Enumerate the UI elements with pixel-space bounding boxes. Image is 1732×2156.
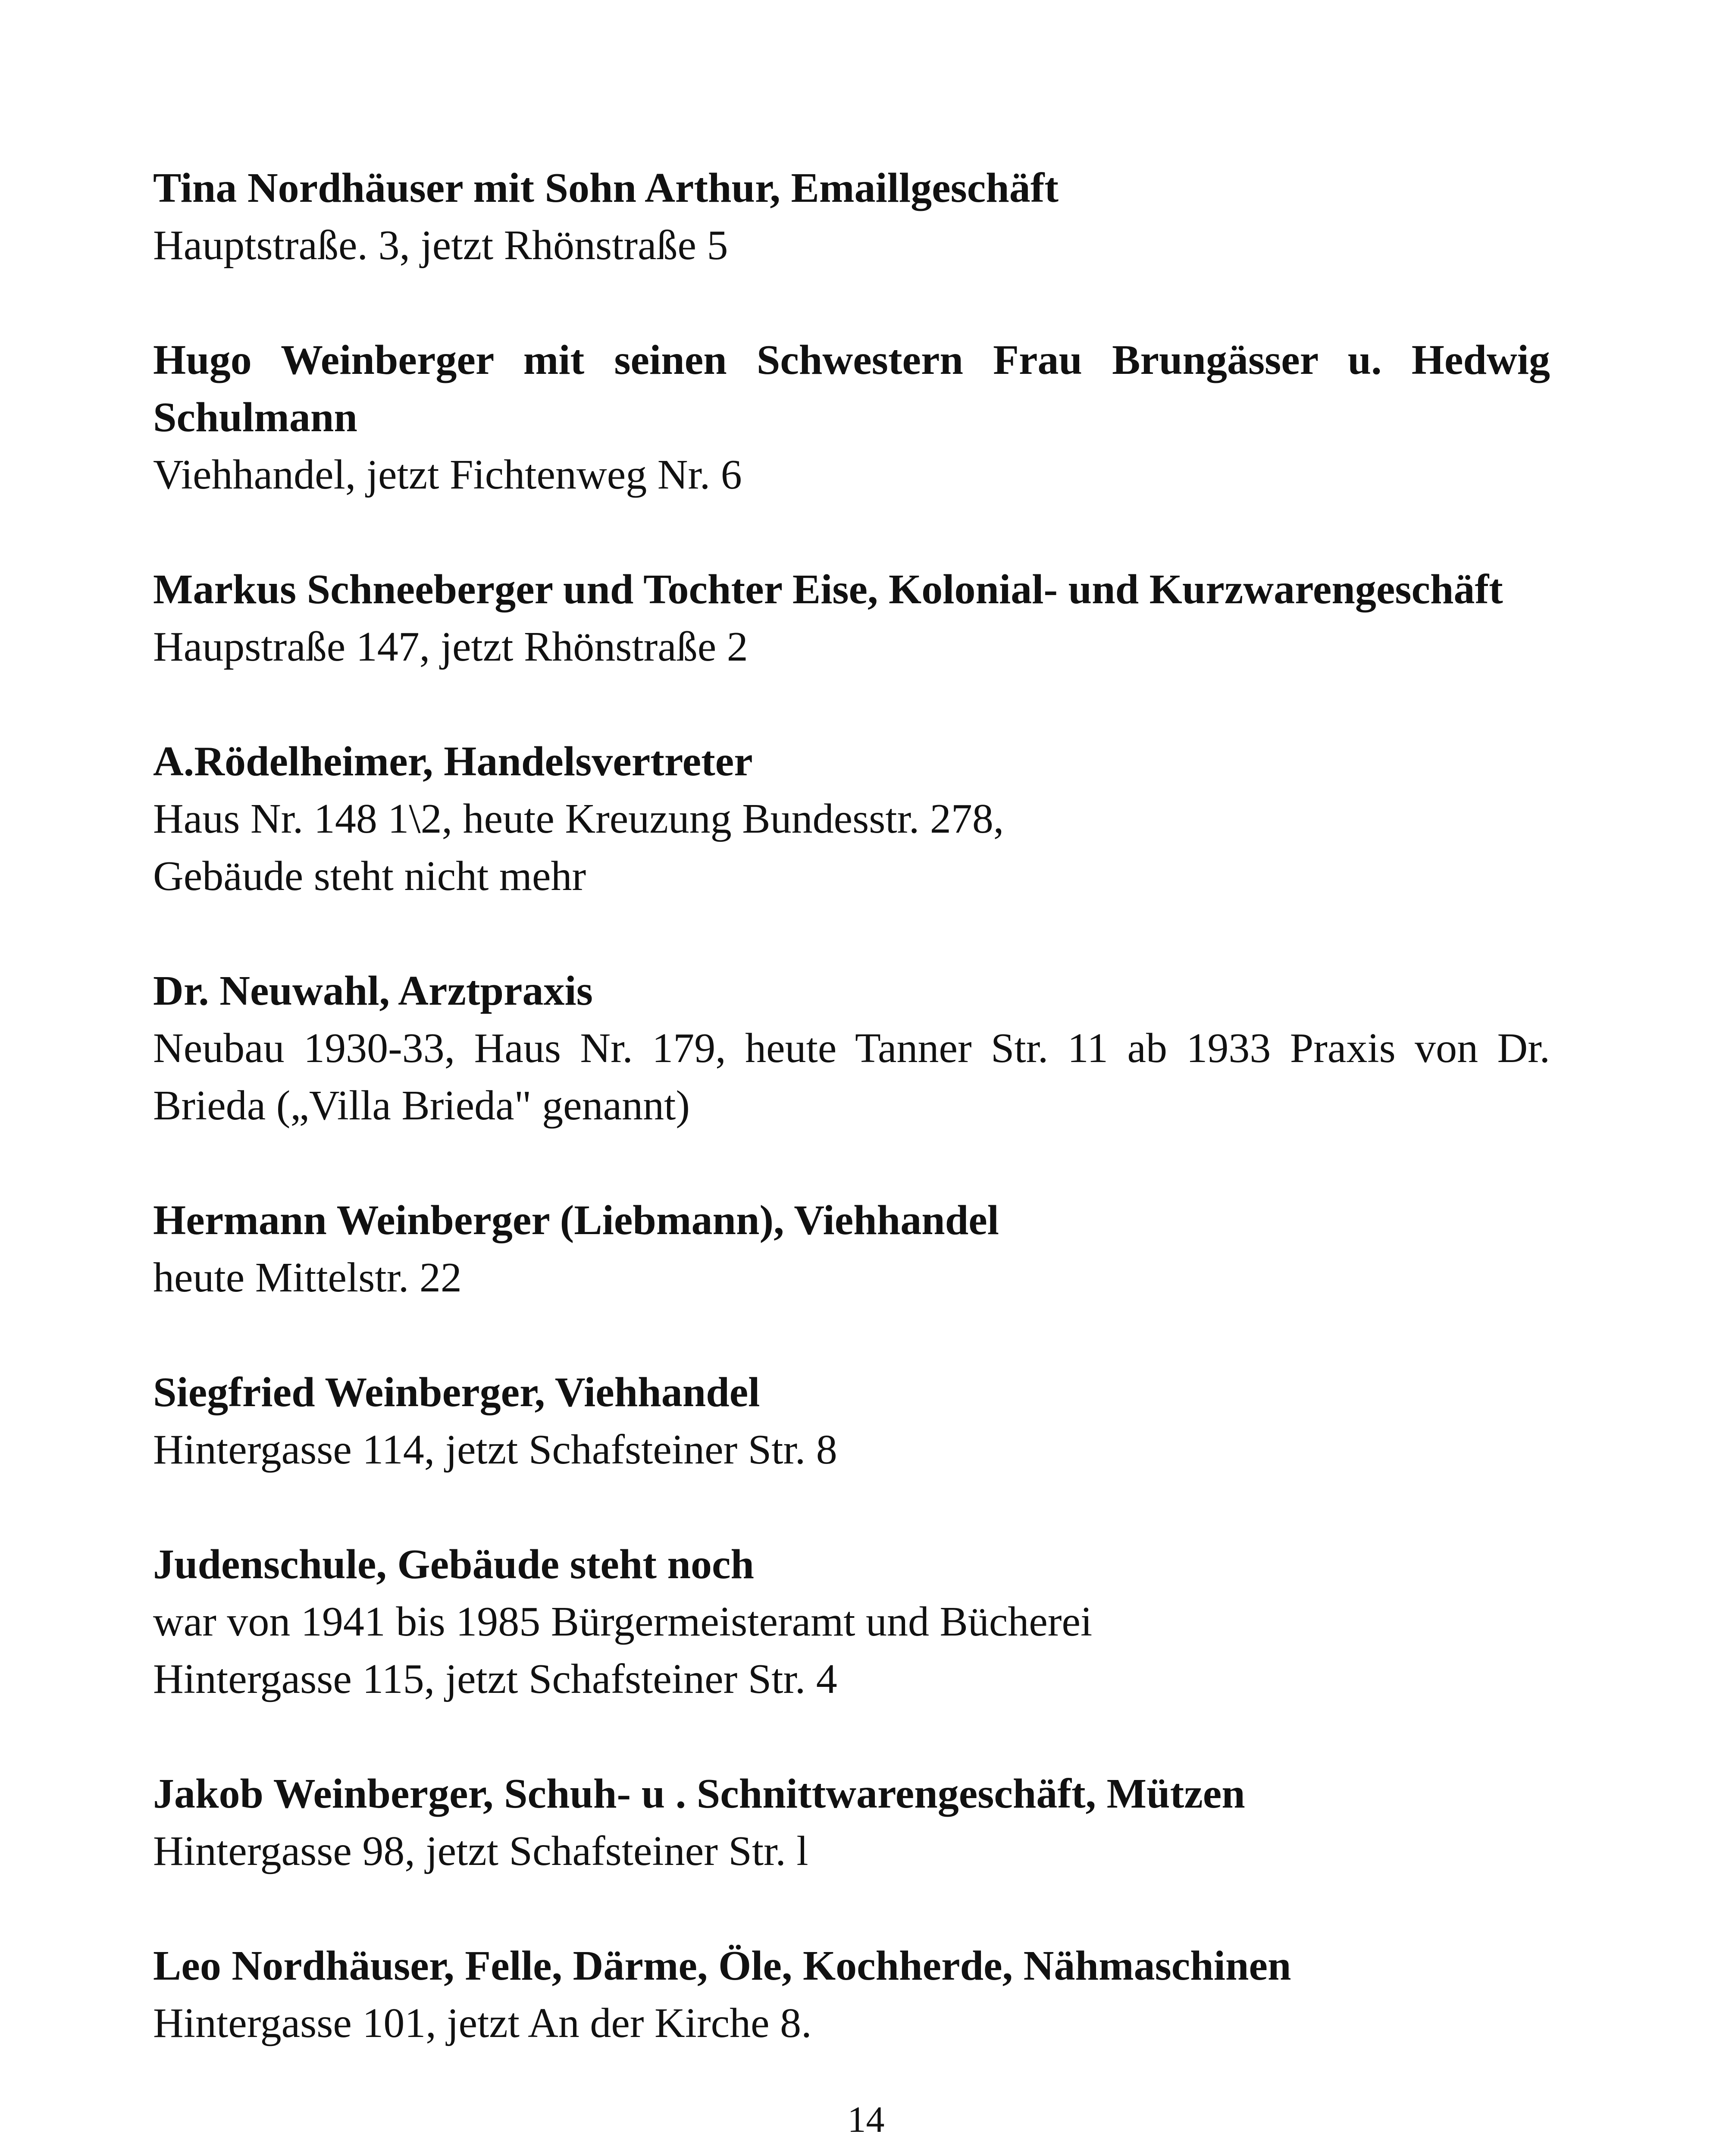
entry-judenschule: [153, 1536, 1550, 1708]
entry-leo-nordhaeuser: [153, 1937, 1550, 2052]
entry-jakob-weinberger: [153, 1765, 1550, 1880]
entry-title: A.Rödelheimer, Handelsvertreter: [153, 738, 753, 785]
entry-title: Markus Schneeberger und Tochter Eise, Kolonial- und Kurzwarengeschäft: [153, 566, 1503, 613]
entry-note: Gebäude steht nicht mehr: [153, 853, 586, 899]
entry-address: heute Mittelstr. 22: [153, 1254, 462, 1301]
entry-dr-neuwahl: [153, 962, 1550, 1134]
entry-title: Dr. Neuwahl, Arztpraxis: [153, 968, 593, 1014]
entry-siegfried-weinberger: [153, 1364, 1550, 1479]
entry-address: Hauptstraße. 3, jetzt Rhönstraße 5: [153, 222, 728, 269]
entry-address: Hintergasse 98, jetzt Schafsteiner Str. l: [153, 1828, 808, 1874]
entry-hugo-weinberger: [153, 332, 1550, 504]
entry-address: Haupstraße 147, jetzt Rhönstraße 2: [153, 624, 748, 670]
entry-tina-nordhaeuser: [153, 160, 1550, 274]
entry-a-roedelheimer: [153, 733, 1550, 905]
entry-title: Leo Nordhäuser, Felle, Därme, Öle, Kochherde, Nähmaschinen: [153, 1943, 1291, 1989]
entry-markus-schneeberger: [153, 561, 1550, 676]
entry-title: Siegfried Weinberger, Viehhandel: [153, 1369, 760, 1416]
entry-title: Hermann Weinberger (Liebmann), Viehhandel: [153, 1197, 999, 1244]
entry-hermann-weinberger: [153, 1192, 1550, 1307]
entry-address: Viehhandel, jetzt Fichtenweg Nr. 6: [153, 451, 742, 498]
entry-title: Tina Nordhäuser mit Sohn Arthur, Emaillgeschäft: [153, 165, 1059, 211]
entry-note: war von 1941 bis 1985 Bürgermeisteramt und Bücherei: [153, 1598, 1093, 1645]
document-page: [153, 160, 1550, 2109]
page-number: 14: [847, 2099, 885, 2140]
entry-address: Hintergasse 115, jetzt Schafsteiner Str. 4: [153, 1656, 837, 1702]
entry-address: Hintergasse 101, jetzt An der Kirche 8.: [153, 2000, 812, 2046]
entry-address: Hintergasse 114, jetzt Schafsteiner Str. 8: [153, 1426, 837, 1473]
entry-title: Judenschule, Gebäude steht noch: [153, 1541, 755, 1588]
entry-address: Neubau 1930-33, Haus Nr. 179, heute Tanner Str. 11 ab 1933 Praxis von Dr. Brieda („Villa Brieda" genannt): [153, 1025, 1550, 1129]
entry-address: Haus Nr. 148 1\2, heute Kreuzung Bundesstr. 278,: [153, 796, 1004, 842]
entry-title: Jakob Weinberger, Schuh- u . Schnittwarengeschäft, Mützen: [153, 1771, 1245, 1817]
entry-title: Hugo Weinberger mit seinen Schwestern Frau Brungässer u. Hedwig Schulmann: [153, 337, 1550, 441]
